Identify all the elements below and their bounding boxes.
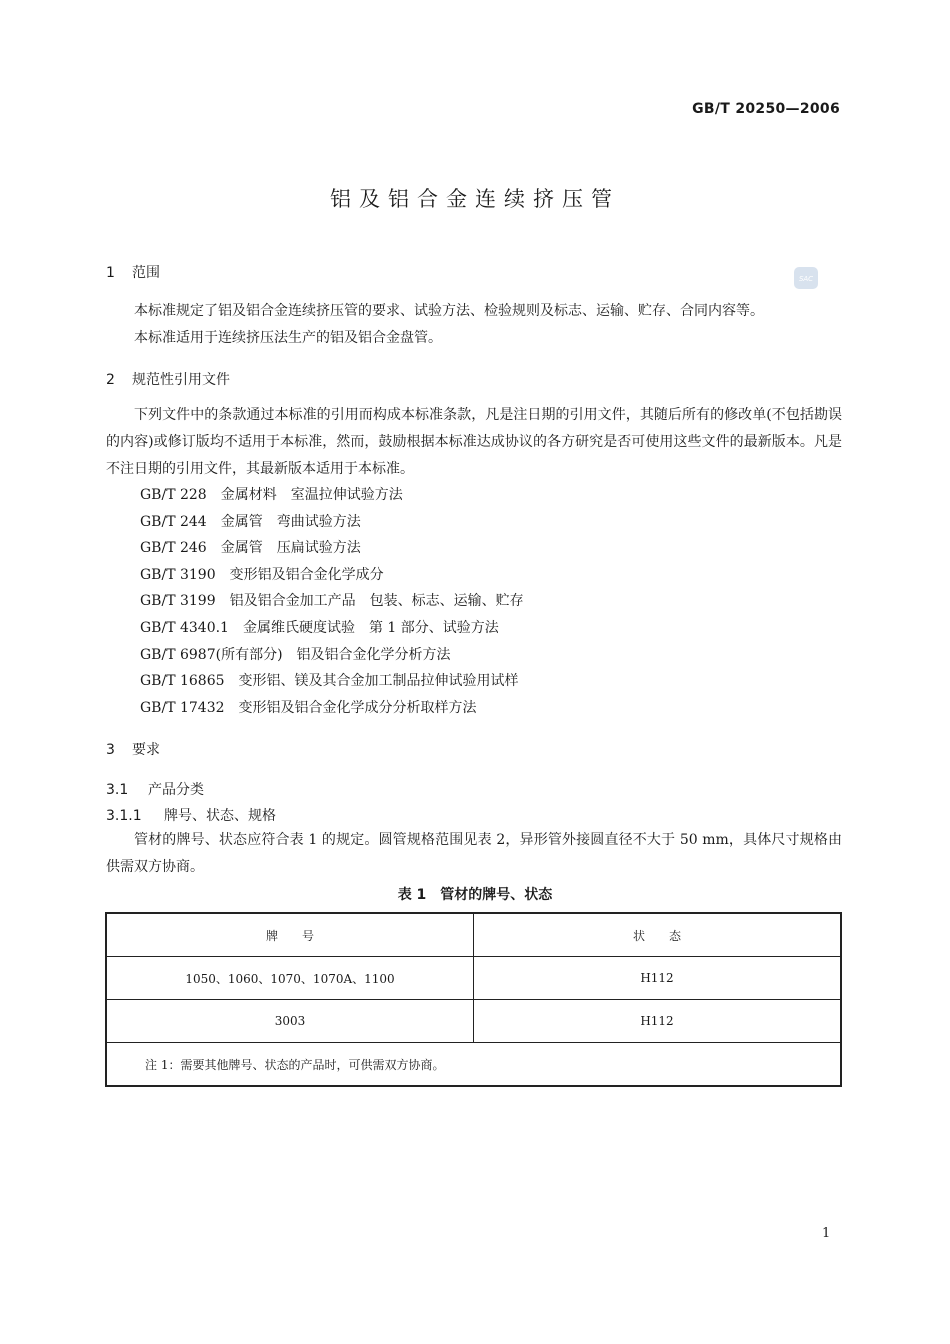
section-2-heading: [106, 369, 230, 389]
section-title: 要求: [132, 742, 160, 758]
reference-item: GB/T 17432 变形铝及铝合金化学成分分析取样方法: [140, 699, 477, 716]
grade-temper-table: [105, 912, 842, 1087]
section-title: 规范性引用文件: [132, 372, 230, 388]
table-row: [106, 957, 841, 1000]
section-number: 1: [106, 265, 115, 281]
document-title: 铝及铝合金连续挤压管: [330, 187, 620, 211]
reference-item: GB/T 244 金属管 弯曲试验方法: [140, 513, 361, 530]
table-note: 注 1：需要其他牌号、状态的产品时，可供需双方协商。: [106, 1043, 841, 1087]
reference-item: GB/T 4340.1 金属维氏硬度试验 第 1 部分、试验方法: [140, 619, 499, 636]
section-number: 3.1: [106, 782, 129, 798]
table-note-row: [106, 1043, 841, 1087]
reference-item: GB/T 228 金属材料 室温拉伸试验方法: [140, 487, 403, 503]
reference-item: GB/T 16865 变形铝、镁及其合金加工制品拉伸试验用试样: [140, 673, 519, 690]
table-cell: H112: [474, 957, 842, 1000]
section-3-1-1-heading: [106, 805, 276, 825]
paragraph: 本标准规定了铝及铝合金连续挤压管的要求、试验方法、检验规则及标志、运输、贮存、合同内容等。: [134, 303, 764, 319]
section-1-heading: [106, 262, 160, 282]
paragraph: 下列文件中的条款通过本标准的引用而构成本标准条款，凡是注日期的引用文件，其随后所有的修改单(不包括勘误的内容)或修订版均不适用于本标准，然而，鼓励根据本标准达成协议的各方研究是否可使用这些文件的最新版本。凡是不注日期的引用文件，其最新版本适用于本标准。: [106, 407, 842, 477]
section-3-1-heading: [106, 779, 204, 799]
table-caption: 表 1 管材的牌号、状态: [397, 887, 553, 903]
svg-text:SAC: SAC: [798, 275, 814, 283]
table-cell: H112: [474, 1000, 842, 1043]
reference-item: GB/T 3199 铝及铝合金加工产品 包装、标志、运输、贮存: [140, 593, 524, 610]
table-row: [106, 1000, 841, 1043]
page-number: 1: [822, 1226, 831, 1241]
reference-item: GB/T 246 金属管 压扁试验方法: [140, 540, 361, 557]
reference-item: GB/T 3190 变形铝及铝合金化学成分: [140, 566, 384, 583]
section-3-heading: [106, 739, 160, 759]
table-header-cell: 状 态: [474, 913, 842, 957]
table-cell: 3003: [106, 1000, 474, 1043]
paragraph: 管材的牌号、状态应符合表 1 的规定。圆管规格范围见表 2，异形管外接圆直径不大于 50 mm，具体尺寸规格由供需双方协商。: [106, 832, 842, 875]
section-title: 范围: [132, 265, 160, 281]
sac-logo-icon: [793, 266, 819, 290]
section-number: 2: [106, 372, 115, 388]
table-header-row: [106, 913, 841, 957]
standard-number: GB/T 20250—2006: [692, 101, 840, 117]
section-title: 牌号、状态、规格: [164, 808, 276, 824]
reference-item: GB/T 6987(所有部分) 铝及铝合金化学分析方法: [140, 646, 451, 663]
paragraph: 本标准适用于连续挤压法生产的铝及铝合金盘管。: [134, 330, 442, 346]
section-number: 3.1.1: [106, 808, 142, 824]
reference-list: [140, 482, 524, 721]
section-number: 3: [106, 742, 115, 758]
table-cell: 1050、1060、1070、1070A、1100: [106, 957, 474, 1000]
section-title: 产品分类: [148, 782, 204, 798]
table-header-cell: 牌 号: [106, 913, 474, 957]
